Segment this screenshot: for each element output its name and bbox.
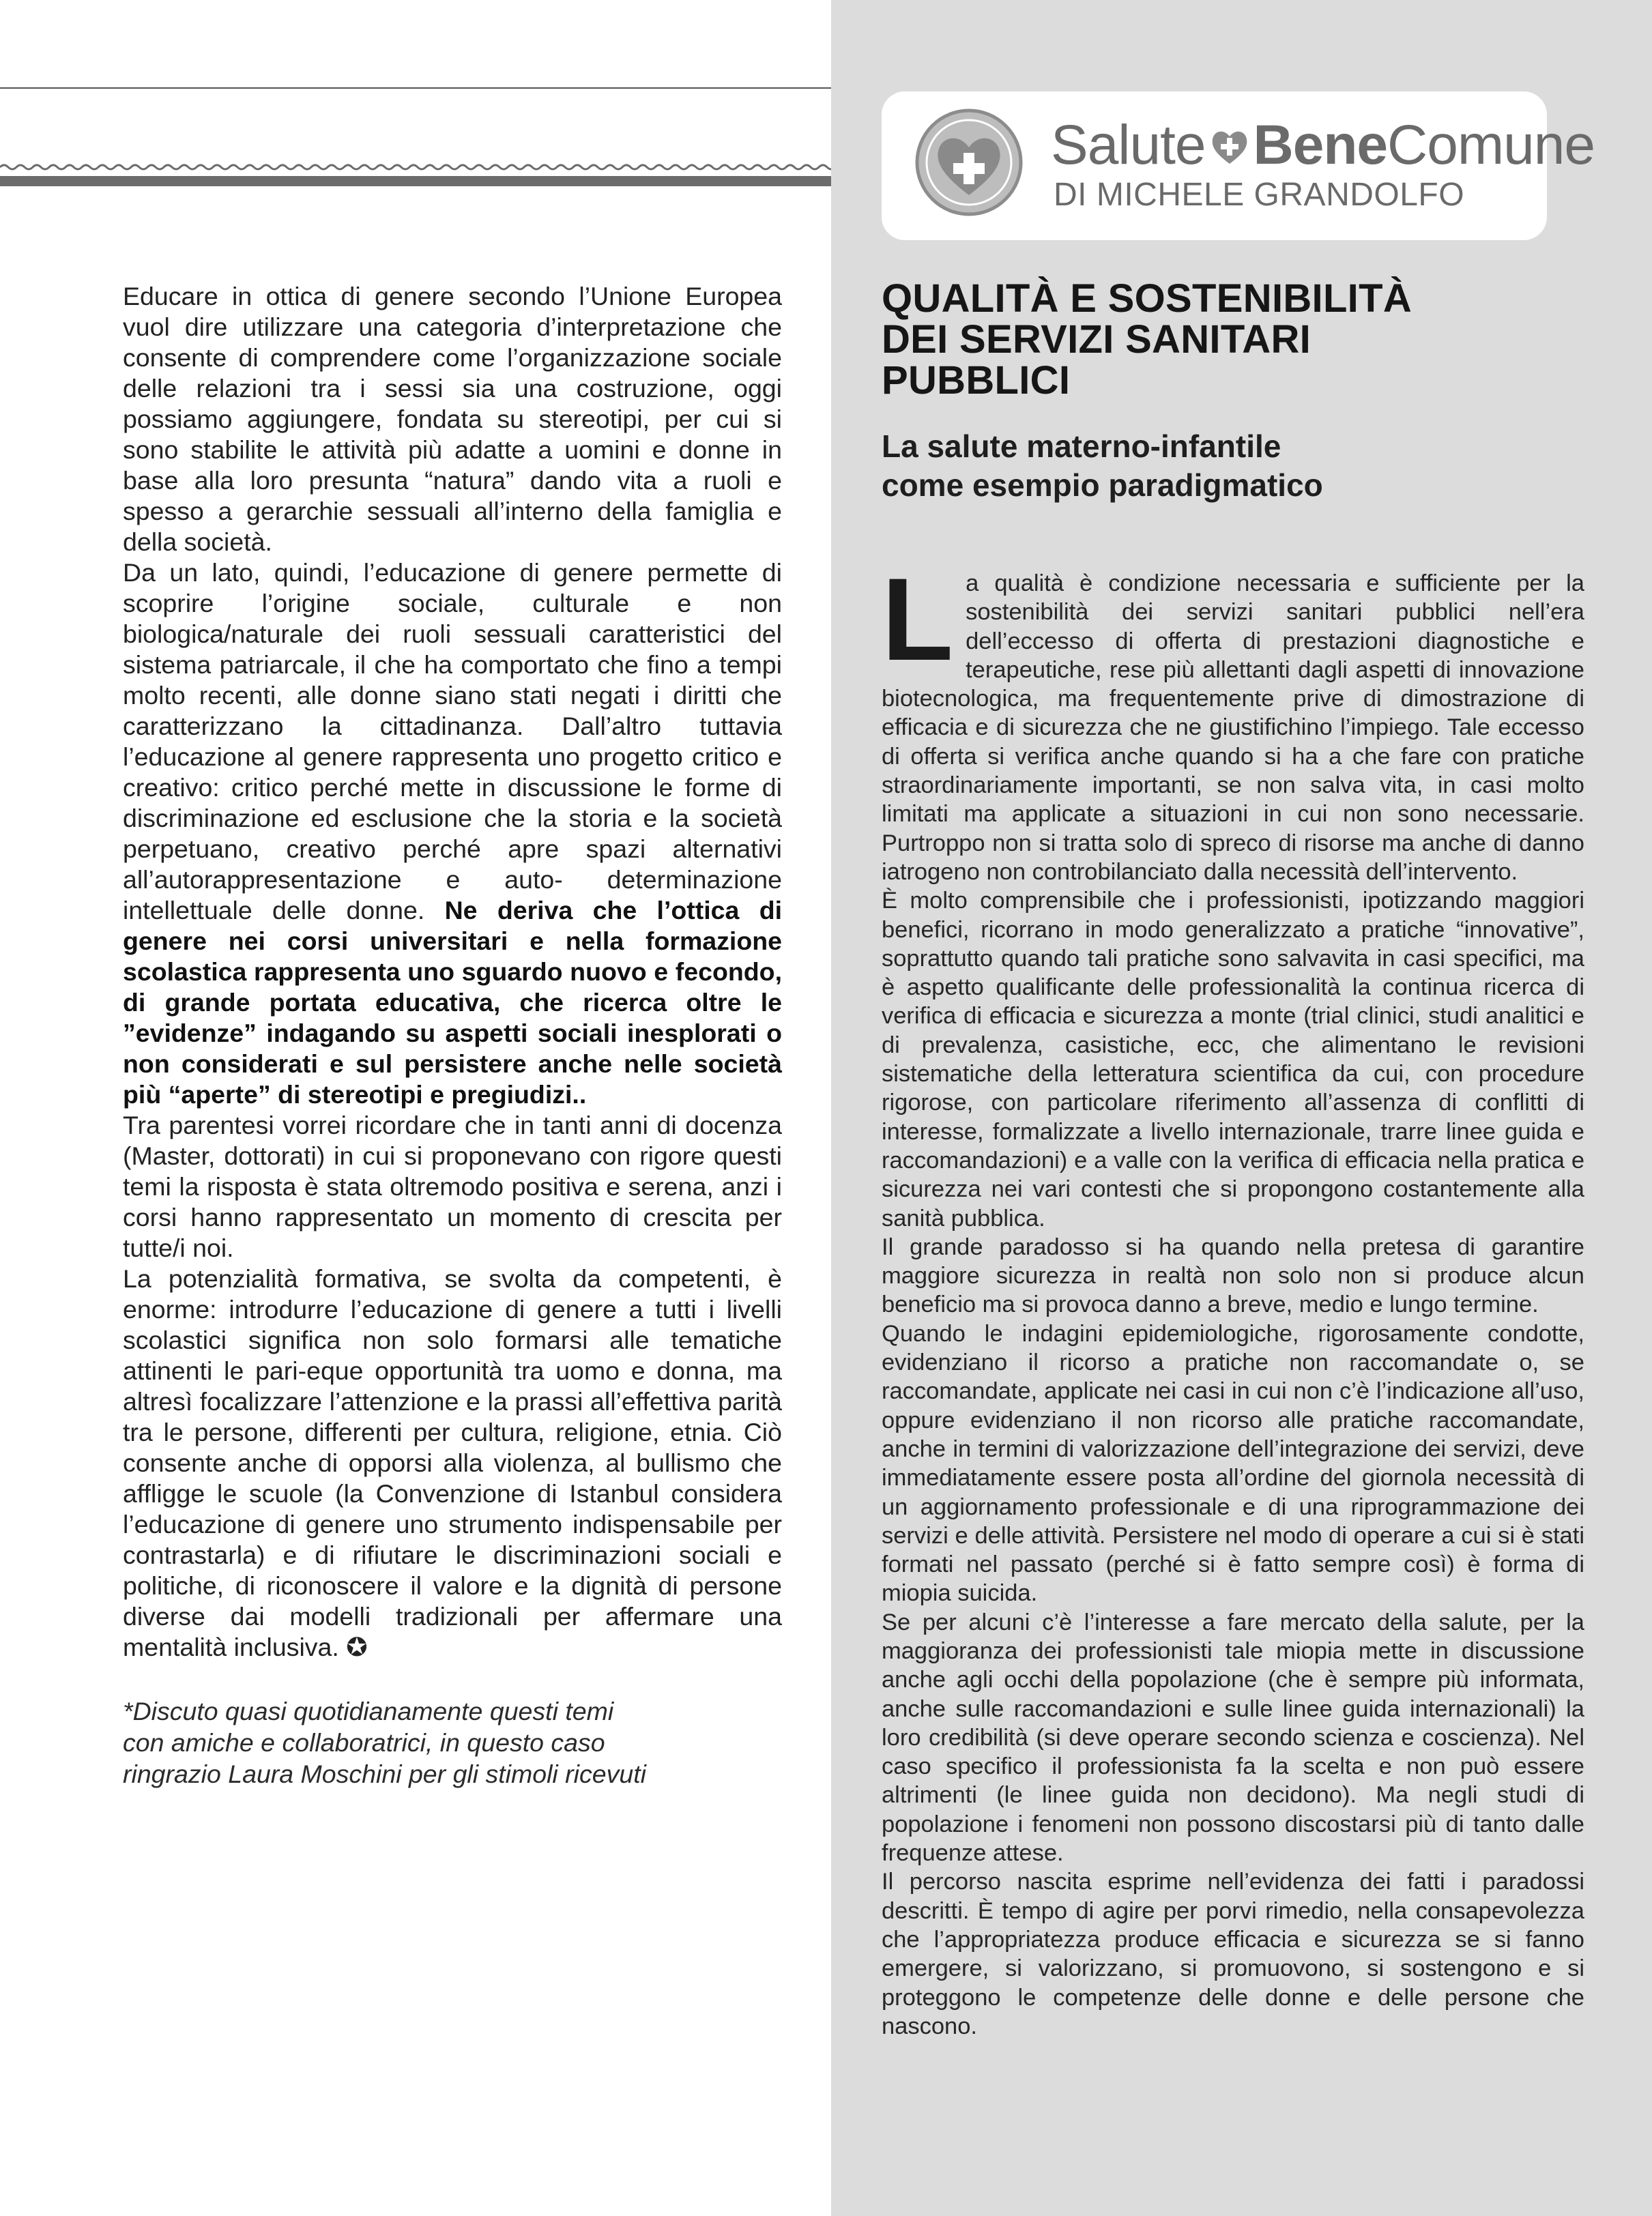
footnote-line-2: con amiche e collaboratrici, in questo caso <box>123 1728 605 1757</box>
brand-name-bene: Bene <box>1253 114 1388 176</box>
section-rule <box>0 176 831 186</box>
article-subtitle-line-2: come esempio paradigmatico <box>882 467 1323 503</box>
article-paragraph-1-text: a qualità è condizione necessaria e sufficiente per la sostenibilità dei servizi sanitari pubblici nell’era dell’eccesso di offerta di prestazioni diagnostiche e terapeutiche, rese più allettanti dagli aspetti di innovazione biotecnologica, ma frequentemente prive di dimostrazione di efficacia e di sicurezza che ne giustifichino l’impiego. Tale eccesso di offerta si verifica anche quando si ha a che fare con pratiche straordinariamente importanti, se non salva vita, in casi molto limitati ma applicate a situazioni in cui non sono necessarie. Purtroppo non si tratta solo di spreco di risorse ma anche di danno iatrogeno non controbilanciato dalla necessità dell’intervento. <box>882 570 1584 885</box>
left-paragraph-4 <box>123 1264 782 1663</box>
column-brand-box <box>882 91 1595 240</box>
article-paragraph-2: È molto comprensibile che i professionisti, ipotizzando maggiori benefici, ricorrano in modo generalizzato a pratiche “innovative”, soprattutto quando tali pratiche sono salvavita in casi specifici, ma è aspetto qualificante delle professionalità la continua ricerca di verifica di efficacia e sicurezza a monte (trial clinici, studi analitici e di prevalenza, casistiche, ecc, che alimentano le revisioni sistematiche della letteratura scientifica da cui, con procedure rigorose, con particolare riferimento all’assenza di conflitti di interesse, formalizzate a livello internazionale, trarre linee guida e raccomandazioni) e a valle con la verifica di efficacia nella pratica e sicurezza nei vari contesti che si propongono costantemente alla sanità pubblica. <box>882 888 1584 1231</box>
heart-cross-icon <box>1210 127 1249 165</box>
left-intro-paragraph: Educare in ottica di genere secondo l’Unione Europea vuol dire utilizzare una categoria d’interpretazione che consente di comprendere come l’organizzazione sociale delle relazioni tra i sessi sia una costruzione, oggi possiamo aggiungere, fondata su stereotipi, per cui si sono stabilite le attività più adatte a uomini e donne in base alla loro presunta “natura” dando vita a ruoli e spesso a gerarchie sessuali all’interno della famiglia e della società. <box>123 282 782 556</box>
article-title-line-1: QUALITÀ E SOSTENIBILITÀ <box>882 276 1412 321</box>
article-subtitle-line-1: La salute materno-infantile <box>882 428 1281 464</box>
article-paragraph-5: Se per alcuni c’è l’interesse a fare mercato della salute, per la maggioranza dei professionisti tale miopia mette in discussione anche agli occhi della popolazione (che è sempre più informata, anche sulle raccomandazioni e sulle linee guida internazionali) la loro credibilità (si deve operare secondo scienza e coscienza). Nel caso specifico il professionista fa la scelta e non può essere altrimenti (le linee guida non decidono). Ma negli studi di popolazione i fenomeni non possono discostarsi più di tanto dalle frequenze attese. <box>882 1609 1584 1867</box>
left-paragraph-3: Tra parentesi vorrei ricordare che in tanti anni di docenza (Master, dottorati) in cui si proponevano con rigore questi temi la risposta è stata oltremodo positiva e serena, anzi i corsi hanno rappresentato un momento di crescita per tutte/i noi. <box>123 1111 782 1262</box>
article-paragraph-3: Il grande paradosso si ha quando nella pretesa di garantire maggiore sicurezza in realtà non solo non si produce alcun beneficio ma si provoca danno a breve, medio e lungo termine. <box>882 1234 1584 1318</box>
article-paragraph-6: Il percorso nascita esprime nell’evidenza dei fatti i paradossi descritti. È tempo di agire per porvi rimedio, nella consapevolezza che l’appropriatezza produce efficacia e sicurezza se si fanno emergere, si valorizzano, si promuovono, si sostengono e si proteggono le competenze delle donne e delle persone che nascono. <box>882 1869 1584 2039</box>
article-paragraph-4: Quando le indagini epidemiologiche, rigorosamente condotte, evidenziano il ricorso a pratiche non raccomandate o, se raccomandate, applicate nei casi in cui non c’è l’indicazione all’uso, oppure evidenziano il non ricorso alle pratiche raccomandate, anche in termini di valorizzazione dell’integrazione dei servizi, deve immediatamente essere posta all’ordine del giornola necessità di un aggiornamento professionale e di una riprogrammazione dei servizi e delle attività. Persistere nel modo di operare a cui si è stati formati nel passato (perché si è fatto sempre così) è forma di miopia suicida. <box>882 1320 1584 1607</box>
brand-author: DI MICHELE GRANDOLFO <box>1054 177 1465 213</box>
wave-rule <box>0 161 831 173</box>
article-title <box>882 278 1584 401</box>
brand-name-comune: Comune <box>1387 114 1595 176</box>
left-paragraph-2-text: Da un lato, quindi, l’educazione di genere permette di scoprire l’origine sociale, culturale e non biologica/naturale dei ruoli sessuali caratteristici del sistema patriarcale, il che ha comportato che fino a tempi molto recenti, alle donne siano stati negati i diritti che caratterizzano la cittadinanza. Dall’altro tuttavia l’educazione al genere rappresenta uno progetto critico e creativo: critico perché mette in discussione le forme di discriminazione ed esclusione che la storia e la società perpetuano, creativo perché apre spazi alternativi all’autorappresentazione e auto- determinazione intellettuale delle donne. <box>123 558 782 924</box>
left-paragraph-2 <box>123 557 782 1110</box>
heart-plus-icon <box>914 108 1024 217</box>
drop-cap: L <box>882 554 954 685</box>
article-title-line-3: PUBBLICI <box>882 358 1071 403</box>
footnote-line-1: *Discuto quasi quotidianamente questi temi <box>123 1697 614 1725</box>
end-mark-icon: ✪ <box>346 1633 368 1661</box>
article-subtitle <box>882 427 1584 505</box>
left-paragraph-4-text: La potenzialità formativa, se svolta da competenti, è enorme: introdurre l’educazione di genere a tutti i livelli scolastici significa non solo formarsi alle tematiche attinenti le pari-eque opportunità tra uomo e donna, ma altresì focalizzare l’attenzione e la prassi all’effettiva parità tra le persone, differenti per cultura, religione, etnia. Ciò consente anche di opporsi alla violenza, al bullismo che affligge le scuole (la Convenzione di Istanbul considera l’educazione di genere uno strumento indispensabile per contrastarla) e di rifiutare le discriminazioni sociali e politiche, di riconoscere il valore e la dignità di persone diverse dai modelli tradizionali per affermare una mentalità inclusiva. <box>123 1264 782 1661</box>
left-paragraph-2-bold: Ne deriva che l’ottica di genere nei corsi universitari e nella formazione scolastica rappresenta uno sguardo nuovo e fecondo, di grande portata educativa, che ricerca oltre le ”evidenze” indagando su aspetti sociali inesplorati o non considerati e sul persistere anche nelle società più “aperte” di stereotipi e pregiudizi.. <box>123 896 783 1109</box>
article-body <box>882 554 1584 2041</box>
brand-title <box>1051 115 1595 176</box>
right-column <box>882 278 1584 2041</box>
footnote <box>123 1695 782 1790</box>
left-column <box>123 281 782 1790</box>
article-paragraph-1 <box>882 554 1584 886</box>
brand-name-salute: Salute <box>1051 114 1206 176</box>
article-title-line-2: DEI SERVIZI SANITARI <box>882 317 1312 362</box>
footnote-line-3: ringrazio Laura Moschini per gli stimoli ricevuti <box>123 1760 646 1788</box>
top-rule <box>0 87 831 89</box>
